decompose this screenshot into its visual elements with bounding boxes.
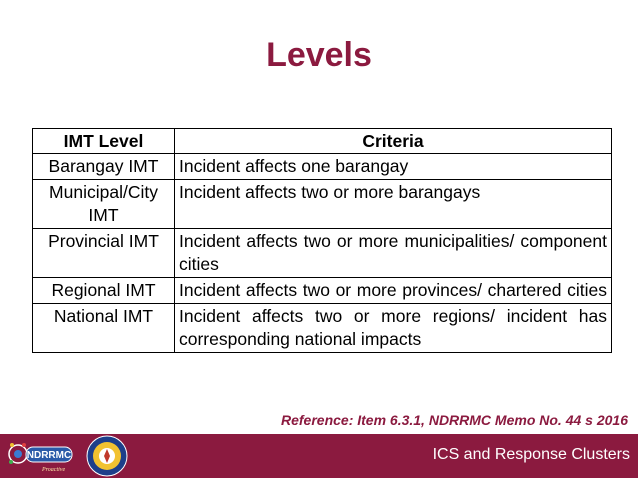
- criteria-cell: Incident affects two or more provinces/ chartered cities: [175, 278, 612, 304]
- logo-tagline: Proactive: [42, 467, 66, 473]
- criteria-cell: Incident affects one barangay: [175, 154, 612, 180]
- level-text: Municipal/City IMT: [49, 182, 158, 225]
- header-criteria: Criteria: [175, 129, 612, 154]
- table-row: [33, 229, 612, 278]
- ndrrmc-logo-icon: [6, 436, 76, 476]
- criteria-cell: Incident affects two or more regions/ incident has corresponding national impacts: [175, 304, 612, 353]
- level-cell: [33, 180, 175, 229]
- seal-icon: [86, 435, 128, 477]
- level-cell: Regional IMT: [33, 278, 175, 304]
- table-row: [33, 154, 612, 180]
- table-row: [33, 304, 612, 353]
- table-row: [33, 278, 612, 304]
- criteria-cell: Incident affects two or more barangays: [175, 180, 612, 229]
- slide-title: Levels: [266, 36, 372, 74]
- level-cell: National IMT: [33, 304, 175, 353]
- criteria-cell: Incident affects two or more municipalities/ component cities: [175, 229, 612, 278]
- level-cell: Provincial IMT: [33, 229, 175, 278]
- imt-levels-table: [32, 128, 612, 353]
- header-imt-level: IMT Level: [33, 129, 175, 154]
- footer-label: ICS and Response Clusters: [432, 446, 630, 463]
- logo-text: NDRRMC: [26, 450, 72, 461]
- table-header-row: [33, 129, 612, 154]
- footer-bar: [0, 434, 638, 478]
- reference-note: Reference: Item 6.3.1, NDRRMC Memo No. 44 s 2016: [280, 412, 628, 428]
- table-row: [33, 180, 612, 229]
- level-cell: Barangay IMT: [33, 154, 175, 180]
